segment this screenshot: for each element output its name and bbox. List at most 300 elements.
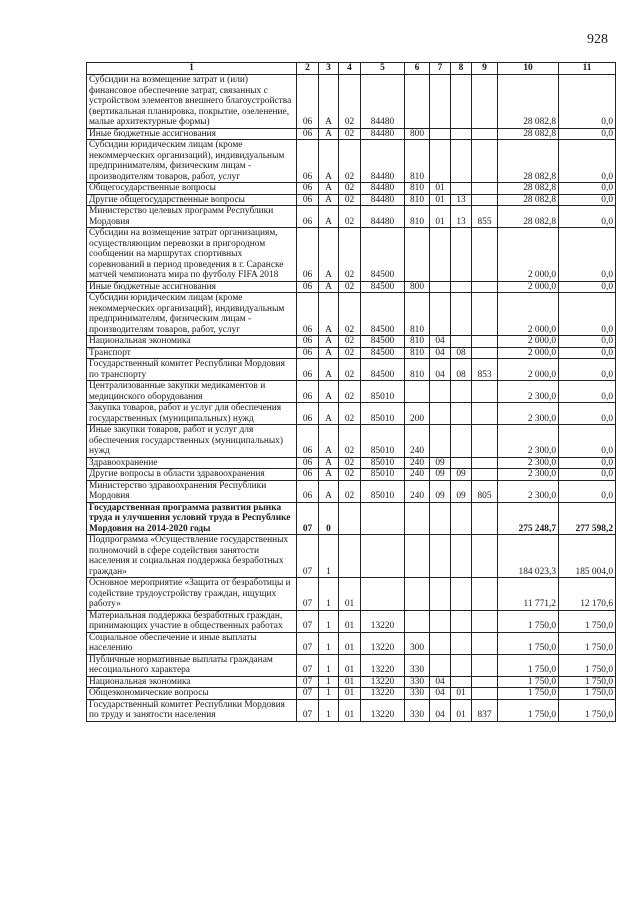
code-subsection-cell bbox=[451, 381, 472, 403]
code-subprogram-cell: А bbox=[319, 228, 339, 282]
code-section-cell: 07 bbox=[297, 578, 319, 611]
amount-year1-cell: 11 771,2 bbox=[498, 578, 559, 611]
amount-year1-cell: 2 300,0 bbox=[498, 425, 559, 458]
code-direction-cell bbox=[361, 535, 405, 578]
table-row bbox=[87, 688, 616, 700]
code-direction-cell: 84500 bbox=[361, 359, 405, 381]
code-direction-cell: 84500 bbox=[361, 228, 405, 282]
row-name-cell: Субсидии юридическим лицам (кроме некоммерческих организаций), индивидуальным предпринимателям, физическим лицам - производителям товаров, работ, услуг bbox=[87, 293, 297, 336]
code-section-cell: 06 bbox=[297, 425, 319, 458]
amount-year1-cell: 2 300,0 bbox=[498, 457, 559, 469]
code-subprogram-cell: А bbox=[319, 206, 339, 228]
code-event-cell: 01 bbox=[339, 610, 361, 632]
table-row bbox=[87, 206, 616, 228]
code-event-cell: 02 bbox=[339, 403, 361, 425]
row-name-cell: Подпрограмма «Осуществление государственных полномочий в сфере содействия занятости населения и социальная поддержка безработных граждан» bbox=[87, 535, 297, 578]
code-expense-type-cell bbox=[405, 578, 430, 611]
code-chapter-cell bbox=[430, 578, 451, 611]
column-header: 8 bbox=[451, 63, 472, 75]
amount-year1-cell: 2 000,0 bbox=[498, 347, 559, 359]
code-subsection-cell: 09 bbox=[451, 469, 472, 481]
code-subsection-cell bbox=[451, 183, 472, 195]
table-body bbox=[87, 75, 616, 722]
code-section-cell: 06 bbox=[297, 128, 319, 140]
code-chapter-cell bbox=[430, 403, 451, 425]
code-event-cell: 02 bbox=[339, 469, 361, 481]
column-header: 4 bbox=[339, 63, 361, 75]
code-ministry-cell bbox=[472, 654, 498, 676]
code-subprogram-cell: 1 bbox=[319, 676, 339, 688]
code-chapter-cell bbox=[430, 293, 451, 336]
amount-year1-cell: 2 000,0 bbox=[498, 293, 559, 336]
code-chapter-cell: 01 bbox=[430, 206, 451, 228]
amount-year1-cell: 28 082,8 bbox=[498, 194, 559, 206]
code-event-cell: 02 bbox=[339, 281, 361, 293]
code-event-cell: 02 bbox=[339, 347, 361, 359]
table-row bbox=[87, 578, 616, 611]
code-subsection-cell: 13 bbox=[451, 194, 472, 206]
code-direction-cell: 85010 bbox=[361, 425, 405, 458]
code-direction-cell: 13220 bbox=[361, 688, 405, 700]
code-section-cell: 07 bbox=[297, 632, 319, 654]
code-ministry-cell bbox=[472, 293, 498, 336]
table-row bbox=[87, 535, 616, 578]
code-direction-cell: 84500 bbox=[361, 281, 405, 293]
amount-year1-cell: 275 248,7 bbox=[498, 502, 559, 535]
row-name-cell: Субсидии на возмещение затрат организациям, осуществляющим перевозки в пригородном сообщении на маршрутах спортивных соревнований в период проведения в г. Саранске матчей чемпионата мира по футболу FIFA 2018 bbox=[87, 228, 297, 282]
code-subprogram-cell: 1 bbox=[319, 578, 339, 611]
row-name-cell: Другие вопросы в области здравоохранения bbox=[87, 469, 297, 481]
code-expense-type-cell: 330 bbox=[405, 688, 430, 700]
code-chapter-cell: 09 bbox=[430, 480, 451, 502]
header-row bbox=[87, 63, 616, 75]
code-expense-type-cell: 800 bbox=[405, 128, 430, 140]
code-expense-type-cell: 200 bbox=[405, 403, 430, 425]
code-event-cell: 01 bbox=[339, 578, 361, 611]
amount-year2-cell: 0,0 bbox=[559, 336, 616, 348]
code-subprogram-cell: А bbox=[319, 381, 339, 403]
code-expense-type-cell: 330 bbox=[405, 654, 430, 676]
code-subprogram-cell: А bbox=[319, 281, 339, 293]
code-section-cell: 07 bbox=[297, 699, 319, 721]
table-row bbox=[87, 654, 616, 676]
code-chapter-cell bbox=[430, 425, 451, 458]
amount-year2-cell: 1 750,0 bbox=[559, 632, 616, 654]
amount-year2-cell: 0,0 bbox=[559, 403, 616, 425]
code-event-cell: 01 bbox=[339, 699, 361, 721]
code-section-cell: 06 bbox=[297, 281, 319, 293]
code-subsection-cell bbox=[451, 676, 472, 688]
amount-year1-cell: 1 750,0 bbox=[498, 654, 559, 676]
table-row bbox=[87, 281, 616, 293]
code-section-cell: 07 bbox=[297, 676, 319, 688]
column-header: 11 bbox=[559, 63, 616, 75]
code-direction-cell: 13220 bbox=[361, 676, 405, 688]
code-direction-cell: 84480 bbox=[361, 206, 405, 228]
row-name-cell: Другие общегосударственные вопросы bbox=[87, 194, 297, 206]
row-name-cell: Субсидии на возмещение затрат и (или) финансовое обеспечение затрат, связанных с устройством элементов внешнего благоустройства (вертикальная планировка, покрытие, озеленение, малые архитектурные формы) bbox=[87, 75, 297, 129]
code-expense-type-cell: 810 bbox=[405, 140, 430, 183]
code-ministry-cell bbox=[472, 676, 498, 688]
code-chapter-cell: 04 bbox=[430, 688, 451, 700]
amount-year2-cell: 0,0 bbox=[559, 469, 616, 481]
amount-year2-cell: 0,0 bbox=[559, 194, 616, 206]
code-event-cell: 02 bbox=[339, 183, 361, 195]
code-subsection-cell bbox=[451, 535, 472, 578]
code-ministry-cell bbox=[472, 457, 498, 469]
code-direction-cell: 85010 bbox=[361, 480, 405, 502]
code-section-cell: 06 bbox=[297, 75, 319, 129]
code-expense-type-cell bbox=[405, 535, 430, 578]
code-expense-type-cell: 240 bbox=[405, 469, 430, 481]
code-section-cell: 06 bbox=[297, 140, 319, 183]
code-section-cell: 06 bbox=[297, 457, 319, 469]
code-expense-type-cell: 330 bbox=[405, 676, 430, 688]
table-row bbox=[87, 469, 616, 481]
amount-year2-cell: 0,0 bbox=[559, 140, 616, 183]
code-subprogram-cell: А bbox=[319, 425, 339, 458]
code-expense-type-cell: 300 bbox=[405, 632, 430, 654]
amount-year2-cell: 0,0 bbox=[559, 228, 616, 282]
row-name-cell: Субсидии юридическим лицам (кроме некоммерческих организаций), индивидуальным предпринимателям, физическим лицам - производителям товаров, работ, услуг bbox=[87, 140, 297, 183]
column-header: 6 bbox=[405, 63, 430, 75]
code-event-cell: 02 bbox=[339, 140, 361, 183]
code-direction-cell: 84500 bbox=[361, 293, 405, 336]
code-subprogram-cell: А bbox=[319, 469, 339, 481]
amount-year1-cell: 28 082,8 bbox=[498, 75, 559, 129]
code-subprogram-cell: 1 bbox=[319, 654, 339, 676]
code-subsection-cell: 08 bbox=[451, 359, 472, 381]
code-ministry-cell bbox=[472, 535, 498, 578]
code-section-cell: 06 bbox=[297, 480, 319, 502]
column-header: 9 bbox=[472, 63, 498, 75]
table-row bbox=[87, 140, 616, 183]
code-subprogram-cell: 1 bbox=[319, 688, 339, 700]
row-name-cell: Государственный комитет Республики Мордовия по труду и занятости населения bbox=[87, 699, 297, 721]
code-expense-type-cell: 240 bbox=[405, 425, 430, 458]
amount-year2-cell: 12 170,6 bbox=[559, 578, 616, 611]
code-expense-type-cell: 240 bbox=[405, 480, 430, 502]
code-section-cell: 07 bbox=[297, 610, 319, 632]
code-subprogram-cell: А bbox=[319, 480, 339, 502]
code-direction-cell: 84480 bbox=[361, 128, 405, 140]
column-header: 7 bbox=[430, 63, 451, 75]
code-ministry-cell bbox=[472, 578, 498, 611]
code-ministry-cell bbox=[472, 336, 498, 348]
code-subprogram-cell: 1 bbox=[319, 535, 339, 578]
amount-year2-cell: 277 598,2 bbox=[559, 502, 616, 535]
code-subsection-cell bbox=[451, 336, 472, 348]
code-ministry-cell bbox=[472, 140, 498, 183]
code-ministry-cell bbox=[472, 281, 498, 293]
code-section-cell: 06 bbox=[297, 403, 319, 425]
code-ministry-cell: 855 bbox=[472, 206, 498, 228]
amount-year1-cell: 1 750,0 bbox=[498, 688, 559, 700]
code-expense-type-cell: 810 bbox=[405, 194, 430, 206]
code-subsection-cell: 09 bbox=[451, 480, 472, 502]
code-subsection-cell bbox=[451, 75, 472, 129]
code-section-cell: 06 bbox=[297, 469, 319, 481]
code-chapter-cell bbox=[430, 140, 451, 183]
code-section-cell: 07 bbox=[297, 535, 319, 578]
code-section-cell: 06 bbox=[297, 347, 319, 359]
code-event-cell: 02 bbox=[339, 381, 361, 403]
code-subsection-cell bbox=[451, 457, 472, 469]
code-section-cell: 07 bbox=[297, 654, 319, 676]
code-chapter-cell bbox=[430, 610, 451, 632]
code-subsection-cell bbox=[451, 502, 472, 535]
code-direction-cell: 13220 bbox=[361, 632, 405, 654]
amount-year2-cell: 0,0 bbox=[559, 206, 616, 228]
code-event-cell: 01 bbox=[339, 632, 361, 654]
code-subsection-cell bbox=[451, 654, 472, 676]
code-event-cell bbox=[339, 535, 361, 578]
code-ministry-cell bbox=[472, 469, 498, 481]
code-chapter-cell bbox=[430, 75, 451, 129]
row-name-cell: Министерство целевых программ Республики Мордовия bbox=[87, 206, 297, 228]
row-name-cell: Здравоохранение bbox=[87, 457, 297, 469]
column-header: 2 bbox=[297, 63, 319, 75]
code-event-cell: 02 bbox=[339, 425, 361, 458]
code-direction-cell: 84480 bbox=[361, 140, 405, 183]
code-subprogram-cell: А bbox=[319, 359, 339, 381]
table-row bbox=[87, 194, 616, 206]
code-ministry-cell bbox=[472, 228, 498, 282]
code-subsection-cell bbox=[451, 128, 472, 140]
code-subsection-cell bbox=[451, 610, 472, 632]
code-chapter-cell: 04 bbox=[430, 336, 451, 348]
table-row bbox=[87, 75, 616, 129]
code-direction-cell bbox=[361, 578, 405, 611]
row-name-cell: Закупка товаров, работ и услуг для обеспечения государственных (муниципальных) нужд bbox=[87, 403, 297, 425]
amount-year1-cell: 2 300,0 bbox=[498, 480, 559, 502]
code-direction-cell: 85010 bbox=[361, 469, 405, 481]
code-subsection-cell bbox=[451, 228, 472, 282]
code-subsection-cell bbox=[451, 140, 472, 183]
amount-year1-cell: 1 750,0 bbox=[498, 610, 559, 632]
code-section-cell: 06 bbox=[297, 381, 319, 403]
code-ministry-cell bbox=[472, 632, 498, 654]
row-name-cell: Государственный комитет Республики Мордовия по транспорту bbox=[87, 359, 297, 381]
row-name-cell: Государственная программа развития рынка труда и улучшения условий труда в Республике Мордовия на 2014-2020 годы bbox=[87, 502, 297, 535]
table-row bbox=[87, 403, 616, 425]
code-subprogram-cell: А bbox=[319, 128, 339, 140]
row-name-cell: Национальная экономика bbox=[87, 676, 297, 688]
table-row bbox=[87, 128, 616, 140]
amount-year2-cell: 1 750,0 bbox=[559, 688, 616, 700]
code-ministry-cell bbox=[472, 688, 498, 700]
row-name-cell: Иные бюджетные ассигнования bbox=[87, 128, 297, 140]
code-chapter-cell: 04 bbox=[430, 676, 451, 688]
code-expense-type-cell bbox=[405, 502, 430, 535]
row-name-cell: Иные закупки товаров, работ и услуг для обеспечения государственных (муниципальных) нужд bbox=[87, 425, 297, 458]
amount-year2-cell: 0,0 bbox=[559, 425, 616, 458]
table-row bbox=[87, 336, 616, 348]
code-section-cell: 06 bbox=[297, 293, 319, 336]
code-expense-type-cell bbox=[405, 610, 430, 632]
code-event-cell bbox=[339, 502, 361, 535]
code-chapter-cell: 04 bbox=[430, 359, 451, 381]
code-ministry-cell: 853 bbox=[472, 359, 498, 381]
table-row bbox=[87, 457, 616, 469]
amount-year1-cell: 1 750,0 bbox=[498, 632, 559, 654]
code-expense-type-cell: 810 bbox=[405, 359, 430, 381]
code-subsection-cell: 01 bbox=[451, 699, 472, 721]
code-expense-type-cell: 810 bbox=[405, 206, 430, 228]
code-event-cell: 01 bbox=[339, 654, 361, 676]
code-subprogram-cell: А bbox=[319, 183, 339, 195]
row-name-cell: Министерство здравоохранения Республики Мордовия bbox=[87, 480, 297, 502]
table-row bbox=[87, 610, 616, 632]
code-expense-type-cell: 330 bbox=[405, 699, 430, 721]
code-subsection-cell bbox=[451, 425, 472, 458]
code-chapter-cell bbox=[430, 381, 451, 403]
code-subprogram-cell: А bbox=[319, 293, 339, 336]
code-ministry-cell bbox=[472, 347, 498, 359]
amount-year1-cell: 2 300,0 bbox=[498, 381, 559, 403]
code-event-cell: 02 bbox=[339, 457, 361, 469]
code-ministry-cell bbox=[472, 610, 498, 632]
code-chapter-cell: 09 bbox=[430, 457, 451, 469]
code-section-cell: 06 bbox=[297, 183, 319, 195]
amount-year2-cell: 0,0 bbox=[559, 128, 616, 140]
amount-year1-cell: 2 000,0 bbox=[498, 228, 559, 282]
table-row bbox=[87, 699, 616, 721]
row-name-cell: Материальная поддержка безработных граждан, принимающих участие в общественных работах bbox=[87, 610, 297, 632]
code-ministry-cell bbox=[472, 425, 498, 458]
code-direction-cell: 84480 bbox=[361, 194, 405, 206]
row-name-cell: Транспорт bbox=[87, 347, 297, 359]
code-subprogram-cell: 1 bbox=[319, 632, 339, 654]
row-name-cell: Национальная экономика bbox=[87, 336, 297, 348]
code-subprogram-cell: А bbox=[319, 336, 339, 348]
code-subsection-cell bbox=[451, 632, 472, 654]
column-header: 3 bbox=[319, 63, 339, 75]
code-ministry-cell bbox=[472, 381, 498, 403]
code-direction-cell: 84500 bbox=[361, 347, 405, 359]
code-direction-cell: 85010 bbox=[361, 403, 405, 425]
code-direction-cell: 84480 bbox=[361, 75, 405, 129]
code-chapter-cell: 01 bbox=[430, 183, 451, 195]
code-expense-type-cell: 810 bbox=[405, 336, 430, 348]
code-subprogram-cell: А bbox=[319, 140, 339, 183]
code-ministry-cell bbox=[472, 502, 498, 535]
code-expense-type-cell bbox=[405, 381, 430, 403]
code-event-cell: 02 bbox=[339, 194, 361, 206]
code-subsection-cell: 13 bbox=[451, 206, 472, 228]
table-row bbox=[87, 359, 616, 381]
code-event-cell: 02 bbox=[339, 336, 361, 348]
column-header: 10 bbox=[498, 63, 559, 75]
amount-year2-cell: 0,0 bbox=[559, 293, 616, 336]
code-chapter-cell bbox=[430, 281, 451, 293]
code-chapter-cell bbox=[430, 654, 451, 676]
code-chapter-cell bbox=[430, 228, 451, 282]
amount-year1-cell: 184 023,3 bbox=[498, 535, 559, 578]
code-event-cell: 02 bbox=[339, 293, 361, 336]
code-chapter-cell: 09 bbox=[430, 469, 451, 481]
code-expense-type-cell: 810 bbox=[405, 183, 430, 195]
code-direction-cell: 13220 bbox=[361, 654, 405, 676]
code-subsection-cell: 01 bbox=[451, 688, 472, 700]
code-chapter-cell: 04 bbox=[430, 699, 451, 721]
amount-year2-cell: 1 750,0 bbox=[559, 610, 616, 632]
amount-year1-cell: 28 082,8 bbox=[498, 140, 559, 183]
code-direction-cell: 84500 bbox=[361, 336, 405, 348]
amount-year1-cell: 2 300,0 bbox=[498, 403, 559, 425]
amount-year2-cell: 0,0 bbox=[559, 359, 616, 381]
column-header: 1 bbox=[87, 63, 297, 75]
table-row bbox=[87, 347, 616, 359]
code-section-cell: 06 bbox=[297, 359, 319, 381]
table-row bbox=[87, 381, 616, 403]
amount-year1-cell: 1 750,0 bbox=[498, 699, 559, 721]
row-name-cell: Основное мероприятие «Защита от безработицы и содействие трудоустройству граждан, ищущих работу» bbox=[87, 578, 297, 611]
code-event-cell: 02 bbox=[339, 206, 361, 228]
amount-year1-cell: 28 082,8 bbox=[498, 128, 559, 140]
amount-year2-cell: 1 750,0 bbox=[559, 676, 616, 688]
amount-year2-cell: 0,0 bbox=[559, 281, 616, 293]
code-subprogram-cell: А bbox=[319, 457, 339, 469]
code-event-cell: 02 bbox=[339, 128, 361, 140]
amount-year1-cell: 28 082,8 bbox=[498, 183, 559, 195]
code-subprogram-cell: А bbox=[319, 347, 339, 359]
table-row bbox=[87, 228, 616, 282]
code-expense-type-cell bbox=[405, 75, 430, 129]
code-event-cell: 02 bbox=[339, 359, 361, 381]
amount-year2-cell: 0,0 bbox=[559, 75, 616, 129]
row-name-cell: Иные бюджетные ассигнования bbox=[87, 281, 297, 293]
page-number: 928 bbox=[587, 32, 608, 47]
amount-year2-cell: 0,0 bbox=[559, 457, 616, 469]
code-subsection-cell bbox=[451, 293, 472, 336]
code-subsection-cell: 08 bbox=[451, 347, 472, 359]
code-section-cell: 06 bbox=[297, 228, 319, 282]
code-direction-cell: 85010 bbox=[361, 457, 405, 469]
table-row bbox=[87, 183, 616, 195]
code-ministry-cell bbox=[472, 194, 498, 206]
code-section-cell: 07 bbox=[297, 688, 319, 700]
code-event-cell: 01 bbox=[339, 688, 361, 700]
code-event-cell: 02 bbox=[339, 228, 361, 282]
code-expense-type-cell: 240 bbox=[405, 457, 430, 469]
code-direction-cell: 85010 bbox=[361, 381, 405, 403]
code-ministry-cell bbox=[472, 403, 498, 425]
table-row bbox=[87, 425, 616, 458]
amount-year2-cell: 0,0 bbox=[559, 381, 616, 403]
code-section-cell: 06 bbox=[297, 206, 319, 228]
row-name-cell: Централизованные закупки медикаментов и медицинского оборудования bbox=[87, 381, 297, 403]
table-row bbox=[87, 480, 616, 502]
code-chapter-cell bbox=[430, 128, 451, 140]
code-section-cell: 06 bbox=[297, 194, 319, 206]
amount-year2-cell: 1 750,0 bbox=[559, 654, 616, 676]
code-subsection-cell bbox=[451, 578, 472, 611]
code-subprogram-cell: 1 bbox=[319, 610, 339, 632]
code-expense-type-cell bbox=[405, 228, 430, 282]
amount-year1-cell: 2 000,0 bbox=[498, 359, 559, 381]
code-chapter-cell: 04 bbox=[430, 347, 451, 359]
code-expense-type-cell: 810 bbox=[405, 347, 430, 359]
code-direction-cell: 13220 bbox=[361, 610, 405, 632]
table-row bbox=[87, 293, 616, 336]
code-expense-type-cell: 800 bbox=[405, 281, 430, 293]
code-chapter-cell bbox=[430, 535, 451, 578]
code-chapter-cell bbox=[430, 502, 451, 535]
amount-year1-cell: 2 000,0 bbox=[498, 336, 559, 348]
table-row bbox=[87, 632, 616, 654]
code-chapter-cell bbox=[430, 632, 451, 654]
